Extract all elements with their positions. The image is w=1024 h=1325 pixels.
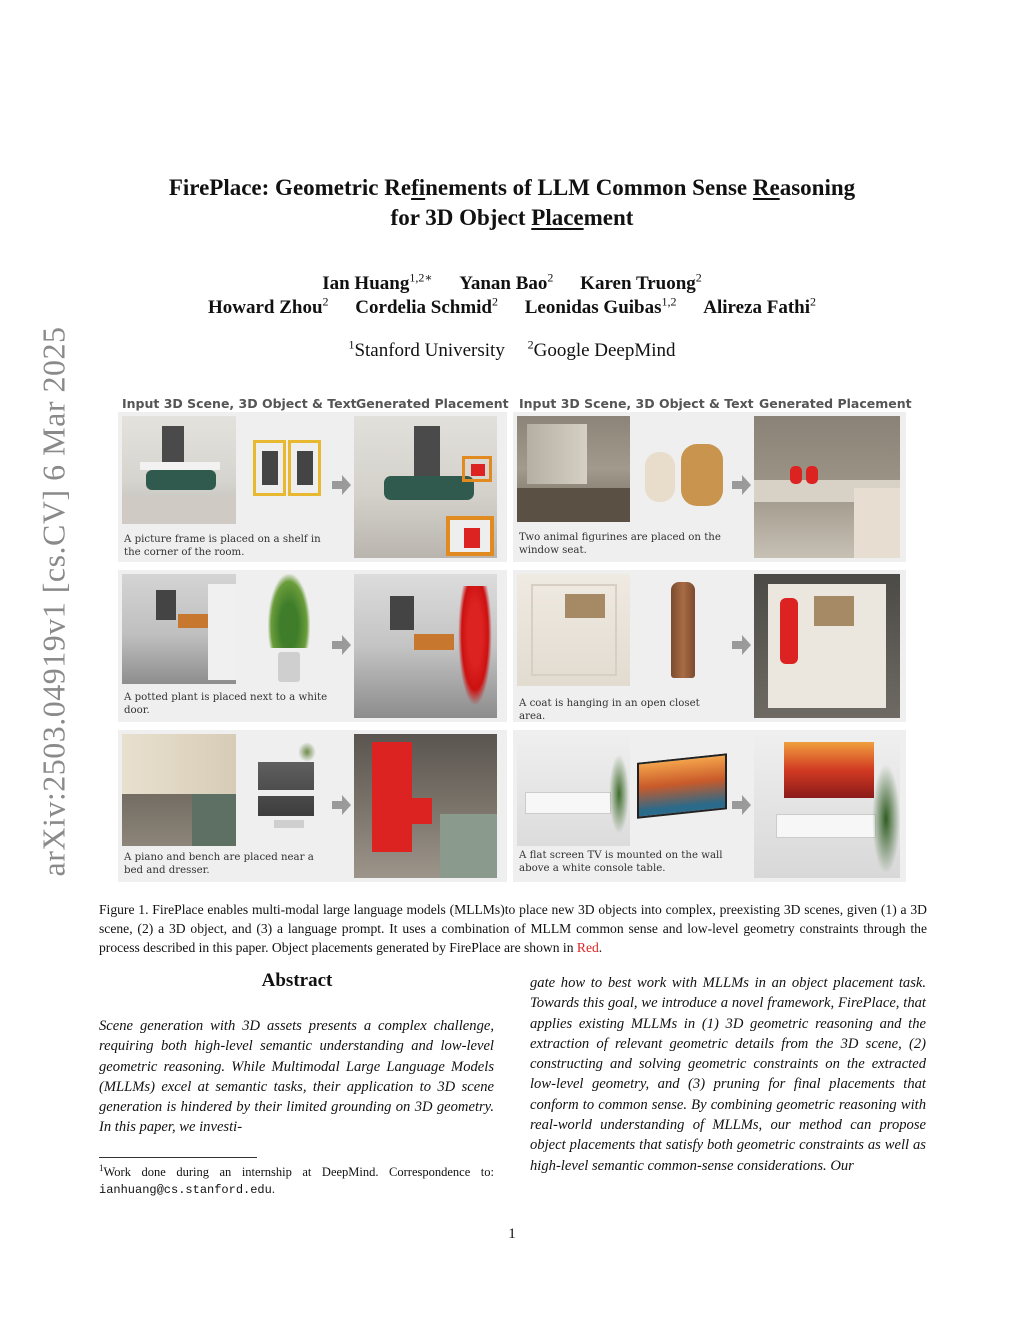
paper-title: FirePlace: Geometric Refinements of LLM Common Sense Reasoning for 3D Object Placement	[168, 175, 856, 230]
panel-caption: A piano and bench are placed near a bed and dresser.	[124, 852, 314, 876]
header-output-left: Generated Placement	[356, 396, 509, 411]
correspondence-email[interactable]: ianhuang@cs.stanford.edu	[99, 1183, 272, 1198]
author: Howard Zhou$^2$	[207, 295, 329, 319]
author: Leonidas Guibas$^{1,2}$	[524, 295, 677, 319]
scene-output-image	[754, 734, 900, 878]
object-coat	[663, 578, 703, 682]
author: Ian Huang$^{1,2∗}$	[322, 271, 433, 295]
figure-panel-coat	[513, 570, 906, 722]
page-number: 1	[508, 1226, 516, 1242]
figure-panel-picture-frame	[118, 412, 507, 562]
scene-input-image	[122, 416, 236, 524]
panel-caption: A flat screen TV is mounted on the wall above a white console table.	[519, 850, 723, 874]
affiliations: $^1$Stanford University $^2$Google DeepMind	[348, 338, 676, 362]
object-tv	[637, 753, 727, 822]
arrow-right-icon	[730, 474, 752, 496]
author: Karen Truong$^2$	[580, 271, 702, 295]
scene-input-image	[517, 416, 630, 522]
abstract-text-left: Scene generation with 3D assets presents a complex challenge, requiring both high-level semantic understanding and low-level geometric reasoning. While Multimodal Large Language Models (MLLMs) excel at semantic tasks, their application to 3D scene generation is hindered by their limited grounding on 3D geometry. In this paper, we investi-	[99, 1018, 494, 1136]
figure-caption: Figure 1. FirePlace enables multi-modal large language models (MLLMs)to place new 3D objects into complex, preexisting 3D scenes, given (1) a 3D scene, (2) a 3D object, and (3) a language prompt. It uses a combination of MLLM common sense and low-level geometry constraints through the process described in this paper. Object placements generated by FirePlace are shown in Red.	[99, 902, 927, 955]
scene-output-image	[754, 416, 900, 558]
authors-line-1	[100, 271, 924, 295]
arrow-right-icon	[330, 634, 352, 656]
arxiv-stamp: arXiv:2503.04919v1 [cs.CV] 6 Mar 2025	[35, 326, 72, 877]
object-potted-plant	[264, 574, 314, 684]
arrow-right-icon	[330, 794, 352, 816]
scene-input-image	[517, 574, 630, 686]
author: Alireza Fathi$^2$	[703, 295, 817, 319]
footnote-divider	[99, 1157, 257, 1158]
object-animal-figurines	[637, 430, 737, 510]
header-input-right: Input 3D Scene, 3D Object & Text	[519, 396, 754, 411]
abstract-heading: Abstract	[261, 970, 333, 991]
header-output-right: Generated Placement	[759, 396, 912, 411]
figure-panel-potted-plant	[118, 570, 507, 722]
author: Yanan Bao$^2$	[459, 271, 554, 295]
scene-output-image	[754, 574, 900, 718]
scene-output-image	[354, 734, 497, 878]
scene-input-image	[122, 734, 236, 846]
scene-input-image	[122, 574, 236, 684]
panel-caption: Two animal figurines are placed on the window seat.	[519, 532, 721, 556]
arrow-right-icon	[730, 634, 752, 656]
object-picture-frame	[253, 440, 323, 496]
object-piano-bench	[254, 740, 328, 840]
figure-panel-tv	[513, 730, 906, 882]
figure-panel-animal-figurines	[513, 412, 906, 562]
panel-caption: A coat is hanging in an open closet area.	[519, 698, 700, 722]
arrow-right-icon	[730, 794, 752, 816]
scene-output-image	[354, 574, 497, 718]
author: Cordelia Schmid$^2$	[355, 295, 498, 319]
panel-caption: A potted plant is placed next to a white door.	[124, 692, 328, 716]
footnote: $^1$Work done during an internship at DeepMind. Correspondence to: ianhuang@cs.stanford.edu.	[99, 1163, 494, 1198]
authors-line-2	[100, 295, 924, 319]
abstract-text-right: gate how to best work with MLLMs in an object placement task. Towards this goal, we introduce a novel framework, FirePlace, that applies existing MLLMs in (1) 3D geometric reasoning and the extraction of relevant geometric details from the 3D scene, (2) constructing and solving geometric constraints on the extracted low-level geometry, and (3) pruning for final placements that conform to common sense. By combining geometric reasoning with real-world understanding of MLLMs, our method can propose object placements that satisfy both geometric constraints as well as high-level semantic common-sense considerations. Our	[530, 975, 926, 1174]
arrow-right-icon	[330, 474, 352, 496]
panel-caption: A picture frame is placed on a shelf in the corner of the room.	[124, 534, 321, 558]
scene-input-image	[517, 734, 630, 846]
scene-output-image	[354, 416, 497, 558]
figure-panel-piano	[118, 730, 507, 882]
header-input-left: Input 3D Scene, 3D Object & Text	[122, 396, 357, 411]
caption-red-word: Red	[576, 940, 599, 955]
